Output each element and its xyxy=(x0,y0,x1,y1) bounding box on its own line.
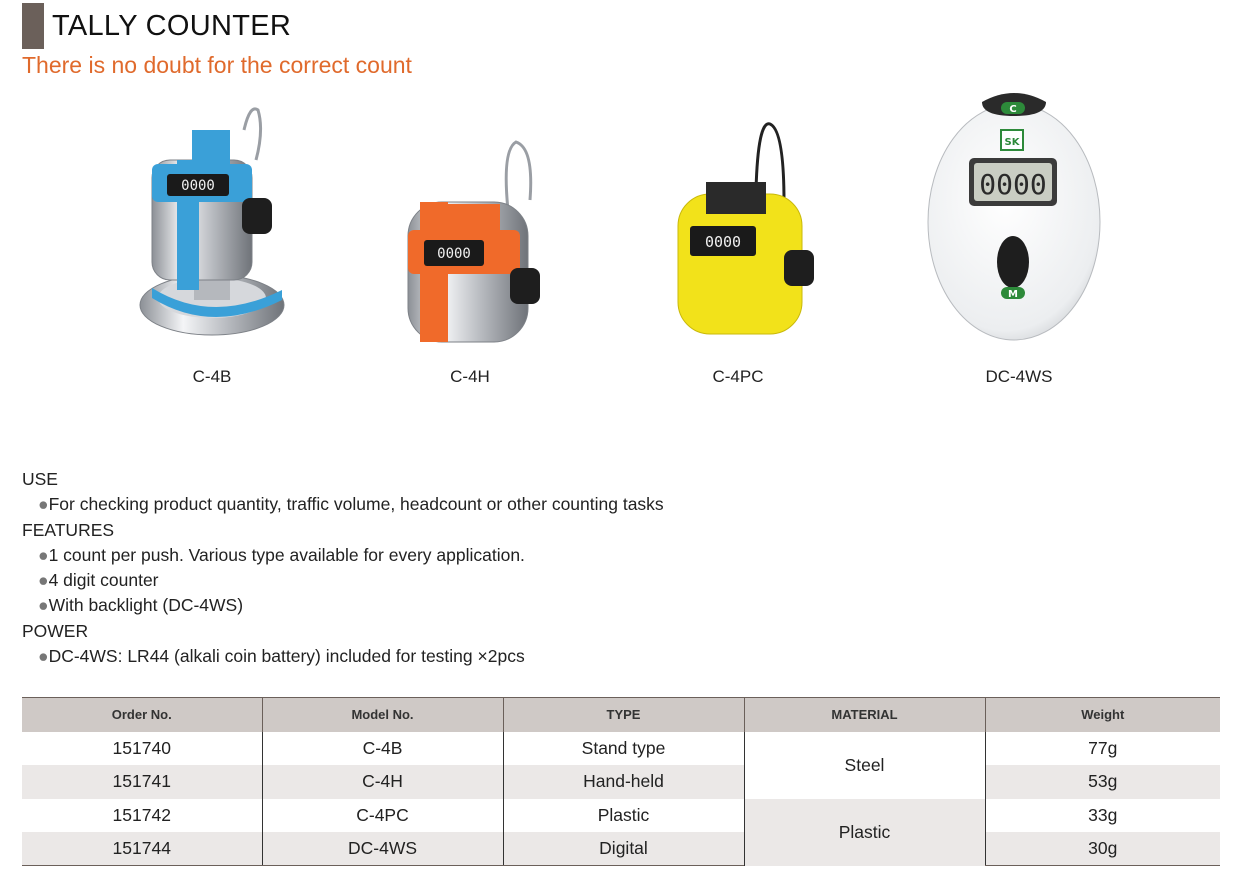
product-dc-4ws xyxy=(889,90,1149,390)
cell-material: Plastic xyxy=(744,799,985,866)
cell-model-no: C-4PC xyxy=(262,799,503,833)
product-c-4b xyxy=(82,90,342,390)
product-label: C-4H xyxy=(450,367,490,386)
page-subtitle: There is no doubt for the correct count xyxy=(22,52,412,78)
product-label: C-4B xyxy=(192,367,232,386)
lcd-digits: 0000 xyxy=(979,168,1047,201)
cell-weight: 30g xyxy=(985,832,1220,866)
cell-material: Steel xyxy=(744,732,985,799)
page-header xyxy=(22,3,291,49)
column-header-model-no: Model No. xyxy=(262,698,503,732)
cell-model-no: DC-4WS xyxy=(262,832,503,866)
c-4b-counter-image xyxy=(82,90,342,360)
c-4h-counter-image xyxy=(340,90,600,360)
page-title: TALLY COUNTER xyxy=(52,9,292,42)
cell-model-no: C-4B xyxy=(262,732,503,766)
bullet: ● xyxy=(38,494,49,515)
c-4h-digits: 0000 xyxy=(437,246,471,262)
power-heading: POWER xyxy=(22,620,89,641)
product-spec-table xyxy=(22,697,1220,866)
cell-order-no: 151740 xyxy=(22,732,262,766)
product-label: C-4PC xyxy=(712,367,764,386)
table-row xyxy=(22,765,1220,799)
m-button-label: M xyxy=(1008,289,1018,300)
features-heading: FEATURES xyxy=(22,519,115,540)
cell-type: Stand type xyxy=(503,732,744,766)
c-4pc-digits: 0000 xyxy=(704,233,742,251)
c-4pc-counter-image xyxy=(608,90,868,360)
spec-section xyxy=(22,467,664,669)
cell-model-no: C-4H xyxy=(262,765,503,799)
cell-order-no: 151742 xyxy=(22,799,262,833)
table-row xyxy=(22,732,1220,766)
use-item: ●For checking product quantity, traffic volume, headcount or other counting tasks xyxy=(38,494,664,515)
features-item: ●4 digit counter xyxy=(38,570,159,591)
column-header-type: TYPE xyxy=(503,698,744,732)
sk-logo: SK xyxy=(1004,137,1020,148)
column-header-weight: Weight xyxy=(985,698,1220,732)
table-row xyxy=(22,799,1220,833)
table-header-row xyxy=(22,698,1220,732)
table-row xyxy=(22,832,1220,866)
cell-order-no: 151741 xyxy=(22,765,262,799)
column-header-material: MATERIAL xyxy=(744,698,985,732)
features-item: ●With backlight (DC-4WS) xyxy=(38,595,244,616)
title-accent-bar xyxy=(22,3,44,49)
column-header-order-no: Order No. xyxy=(22,698,262,732)
dc-4ws-counter-image xyxy=(889,90,1149,360)
power-item: ●DC-4WS: LR44 (alkali coin battery) included for testing ×2pcs xyxy=(38,646,525,667)
use-heading: USE xyxy=(22,469,58,489)
product-label: DC-4WS xyxy=(985,367,1053,386)
cell-type: Digital xyxy=(503,832,744,866)
cell-type: Plastic xyxy=(503,799,744,833)
cell-weight: 53g xyxy=(985,765,1220,799)
product-c-4h xyxy=(340,90,600,390)
cell-type: Hand-held xyxy=(503,765,744,799)
product-c-4pc xyxy=(608,90,868,390)
cell-weight: 33g xyxy=(985,799,1220,833)
c-button-label: C xyxy=(1009,104,1017,115)
cell-order-no: 151744 xyxy=(22,832,262,866)
features-item: ●1 count per push. Various type available for every application. xyxy=(38,544,525,565)
c-4b-digits: 0000 xyxy=(181,178,215,194)
cell-weight: 77g xyxy=(985,732,1220,766)
